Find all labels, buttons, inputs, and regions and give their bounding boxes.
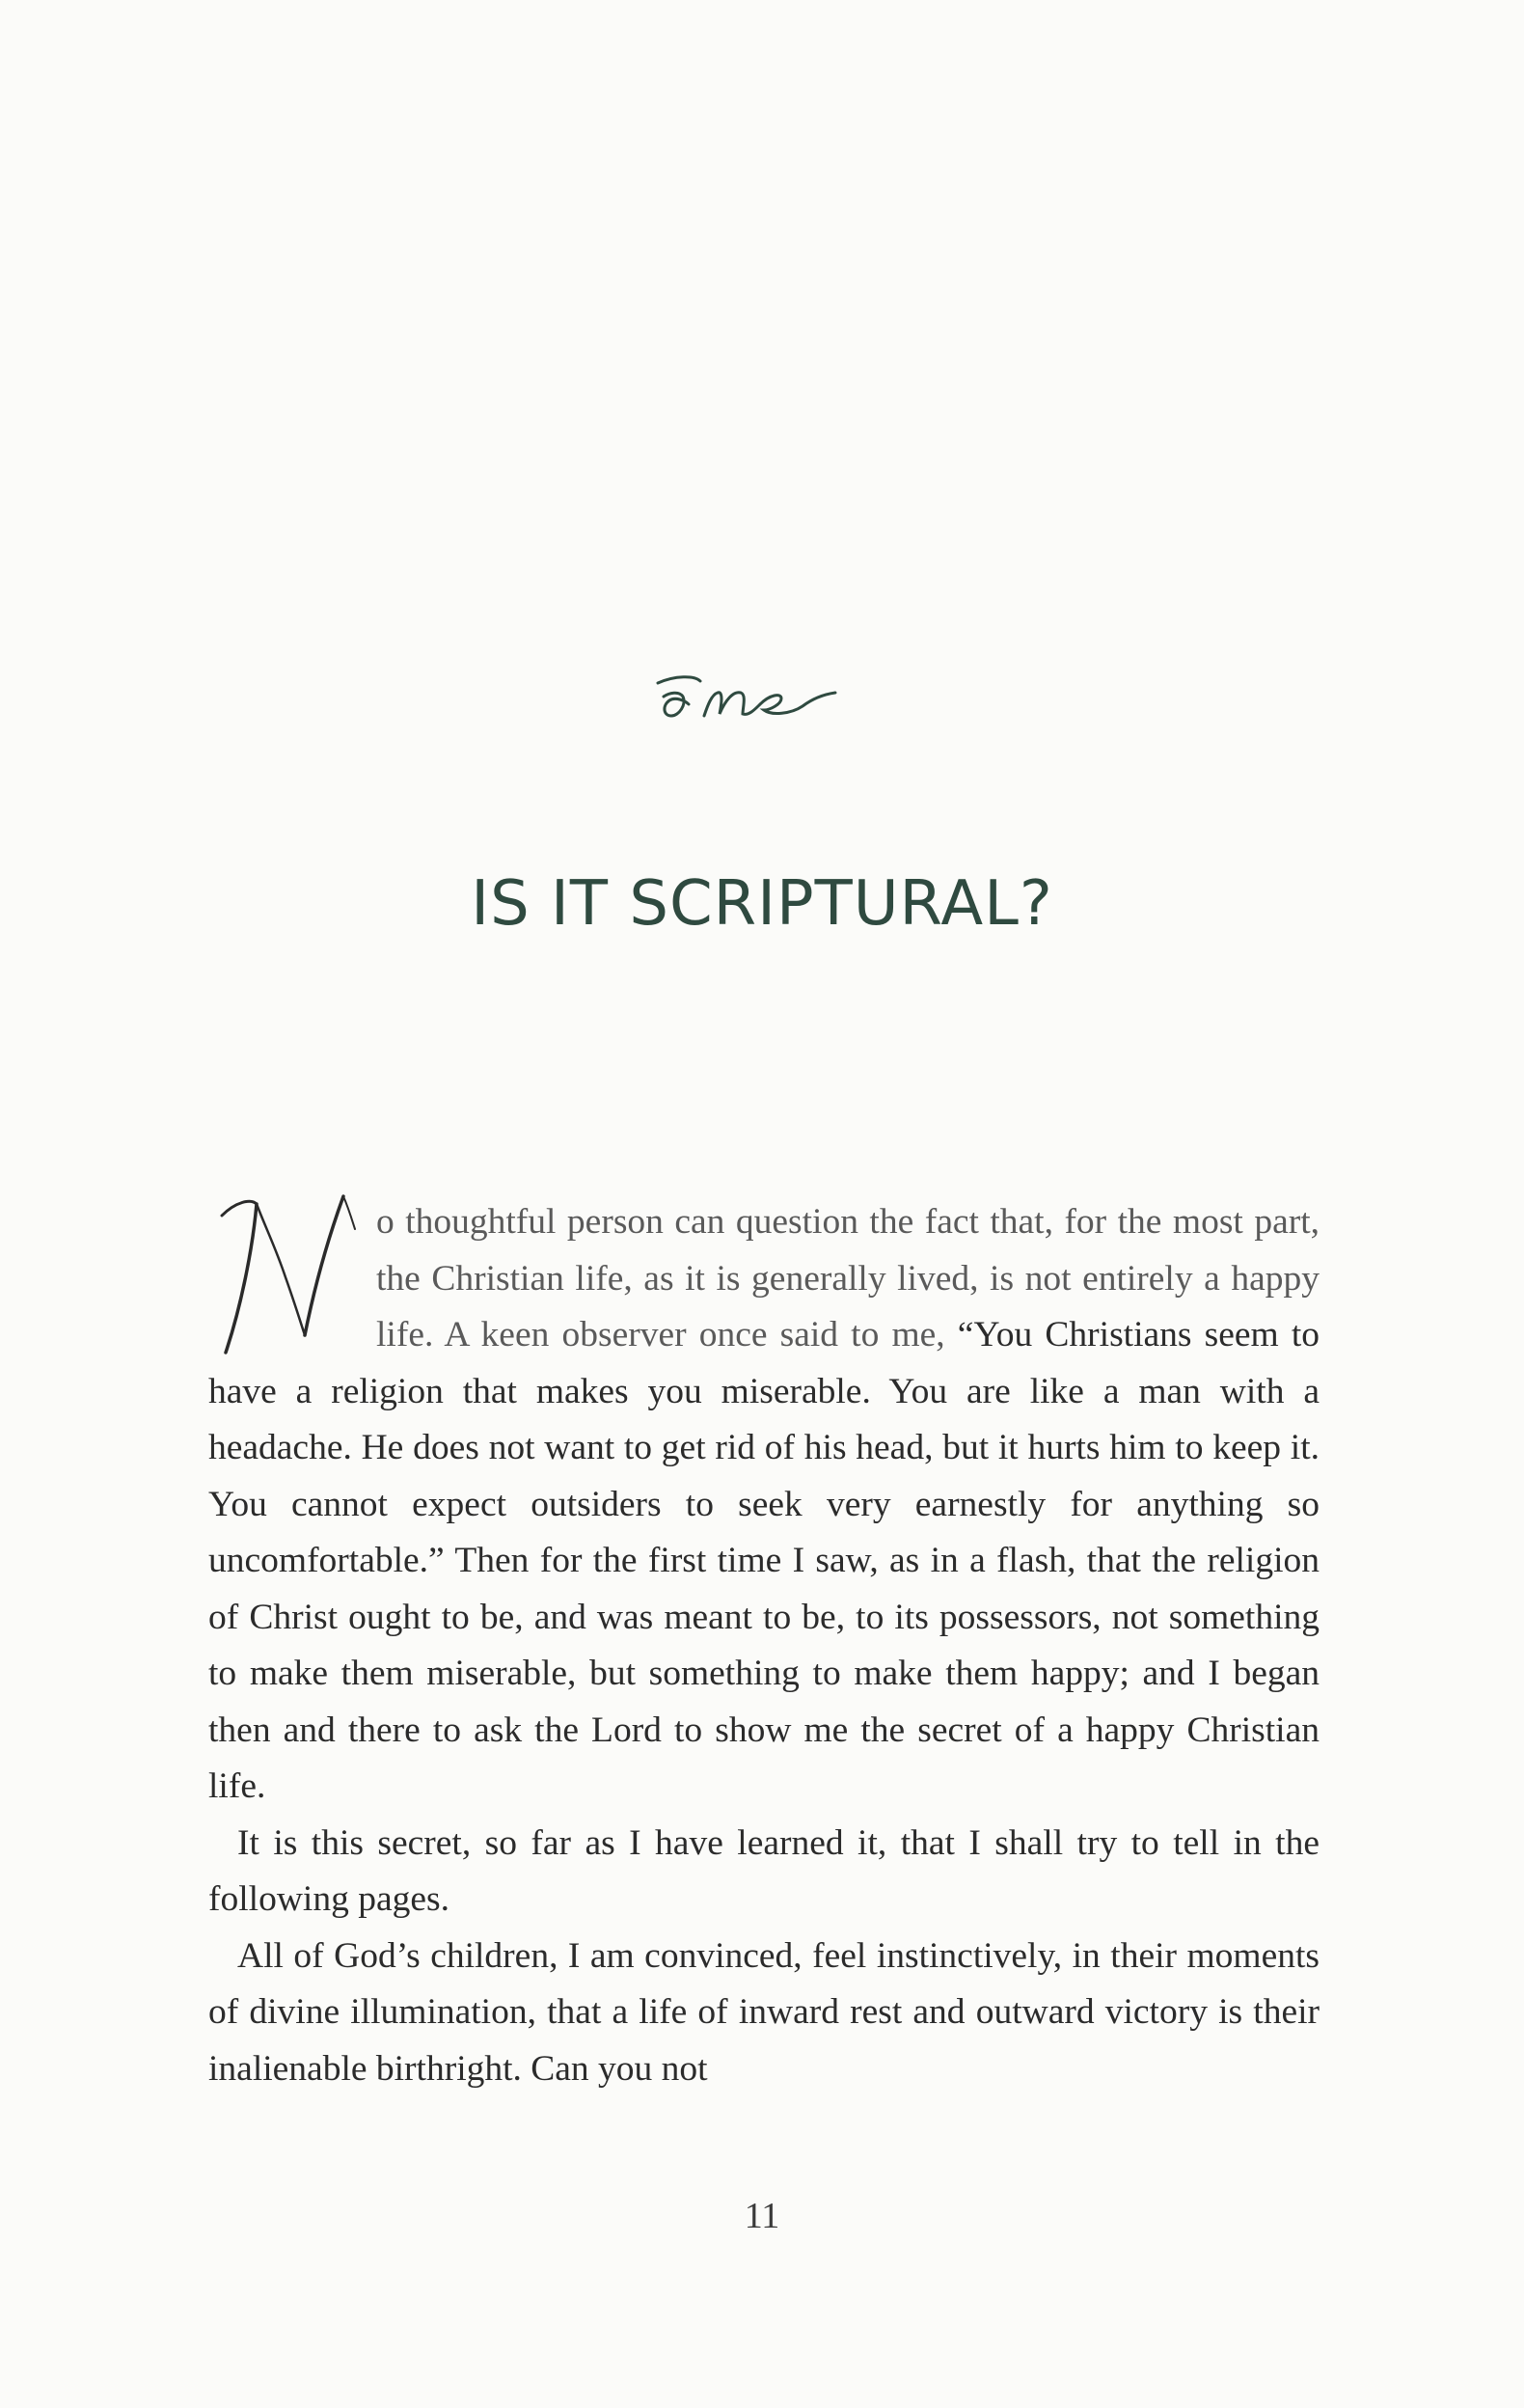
paragraph-3: All of God’s children, I am convinced, feel instinctively, in their moments of divine illumination, that a life of inward rest and outward victory is their inalienable birthright. Can you not xyxy=(208,1935,1320,2089)
paragraph-2: It is this secret, so far as I have learned it, that I shall try to tell in the following pages. xyxy=(208,1822,1320,1919)
paragraph-1 xyxy=(208,1194,1320,1816)
paragraph-1-lead: o thoughtful person can question the fact that, for the most part, the Christian life, as it is generally lived, is not entirely a happy life. A keen observer once said to me, xyxy=(376,1202,1320,1354)
chapter-title: IS IT SCRIPTURAL? xyxy=(471,868,1053,940)
chapter-number-script-art xyxy=(637,637,887,743)
drop-cap xyxy=(208,1190,363,1359)
paragraph-1-text: “You Christians seem to have a religion that makes you miserable. You are like a man with a headache. He does not want to get rid of his head, but it hurts him to keep it. You cannot expect outsiders to seek very earnestly for anything so uncomfortable.” Then for the first time I saw, as in a flash, that the religion of Christ ought to be, and was meant to be, to its possessors, not something to make them miserable, but something to make them happy; and I began then and there to ask the Lord to show me the secret of a happy Christian life. xyxy=(208,1315,1320,1806)
drop-cap-letter-art xyxy=(208,1190,363,1359)
chapter-number-script xyxy=(637,637,887,743)
page-number: 11 xyxy=(744,2196,780,2236)
chapter-body xyxy=(208,1194,1320,2097)
